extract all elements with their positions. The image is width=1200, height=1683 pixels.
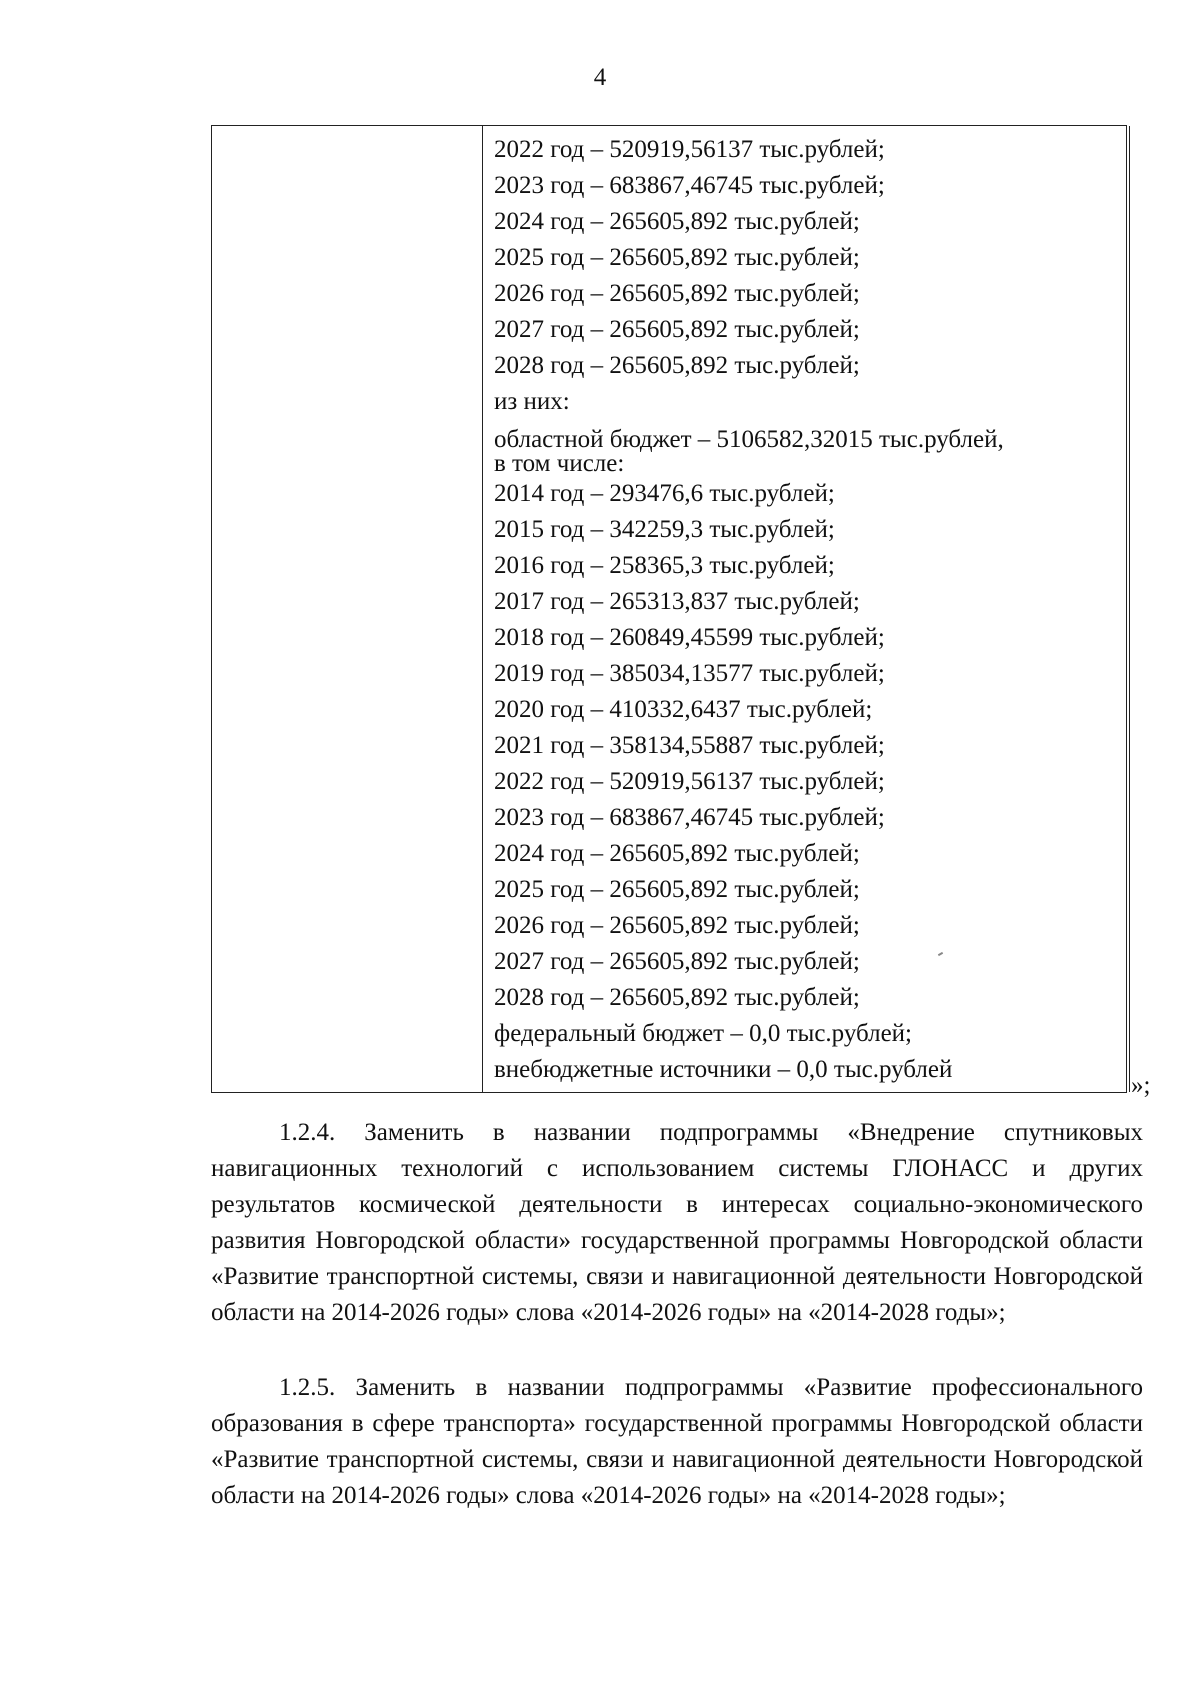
financing-list [494,132,1004,1088]
table-right-border [1129,126,1130,1092]
regional-year-line: 2022 год – 520919,56137 тыс.рублей; [494,768,885,795]
regional-year-line: 2021 год – 358134,55887 тыс.рублей; [494,732,885,759]
financing-line: 2023 год – 683867,46745 тыс.рублей; [494,172,885,199]
regional-year-line: 2018 год – 260849,45599 тыс.рублей; [494,624,885,651]
regional-budget-subline: в том числе: [494,450,625,477]
regional-budget-line: областной бюджет – 5106582,32015 тыс.рублей, [494,426,1004,453]
federal-budget-line: федеральный бюджет – 0,0 тыс.рублей; [494,1020,912,1047]
regional-year-line: 2024 год – 265605,892 тыс.рублей; [494,840,860,867]
paragraph-1-2-5: 1.2.5. Заменить в названии подпрограммы «Развитие профессионального образования в сфере транспорта» государственной программы Новгородской области «Развитие транспортной системы, связи и навигационной деятельности Новгородской области на 2014-2026 годы» слова «2014-2026 годы» на «2014-2028 годы»; [211,1374,1143,1509]
regional-year-line: 2015 год – 342259,3 тыс.рублей; [494,516,835,543]
financing-line: 2028 год – 265605,892 тыс.рублей; [494,352,860,379]
extrabudgetary-line: внебюджетные источники – 0,0 тыс.рублей [494,1056,953,1083]
regional-year-line: 2025 год – 265605,892 тыс.рублей; [494,876,860,903]
financing-line: 2027 год – 265605,892 тыс.рублей; [494,316,860,343]
closing-quote: »; [1131,1072,1151,1099]
regional-year-line: 2023 год – 683867,46745 тыс.рублей; [494,804,885,831]
regional-year-line: 2014 год – 293476,6 тыс.рублей; [494,480,835,507]
regional-year-line: 2016 год – 258365,3 тыс.рублей; [494,552,835,579]
regional-year-line: 2020 год – 410332,6437 тыс.рублей; [494,696,873,723]
financing-line: 2022 год – 520919,56137 тыс.рублей; [494,136,885,163]
regional-year-line: 2019 год – 385034,13577 тыс.рублей; [494,660,885,687]
regional-budget-total [494,420,1004,476]
regional-year-line: 2027 год – 265605,892 тыс.рублей; [494,948,860,975]
regional-year-line: 2026 год – 265605,892 тыс.рублей; [494,912,860,939]
financing-table [211,125,1127,1093]
financing-line: из них: [494,388,570,415]
financing-line: 2025 год – 265605,892 тыс.рублей; [494,244,860,271]
financing-line: 2026 год – 265605,892 тыс.рублей; [494,280,860,307]
page-number: 4 [593,64,607,91]
paragraph-1-2-4: 1.2.4. Заменить в названии подпрограммы «Внедрение спутниковых навигационных технологий с использованием системы ГЛОНАСС и других результатов космической деятельности в интересах социально-экономического развития Новгородской области» государственной программы Новгородской области «Развитие транспортной системы, связи и навигационной деятельности Новгородской области на 2014-2026 годы» слова «2014-2026 годы» на «2014-2028 годы»; [211,1119,1143,1326]
financing-line: 2024 год – 265605,892 тыс.рублей; [494,208,860,235]
regional-year-line: 2017 год – 265313,837 тыс.рублей; [494,588,860,615]
regional-year-line: 2028 год – 265605,892 тыс.рублей; [494,984,860,1011]
table-column-divider [482,126,483,1092]
